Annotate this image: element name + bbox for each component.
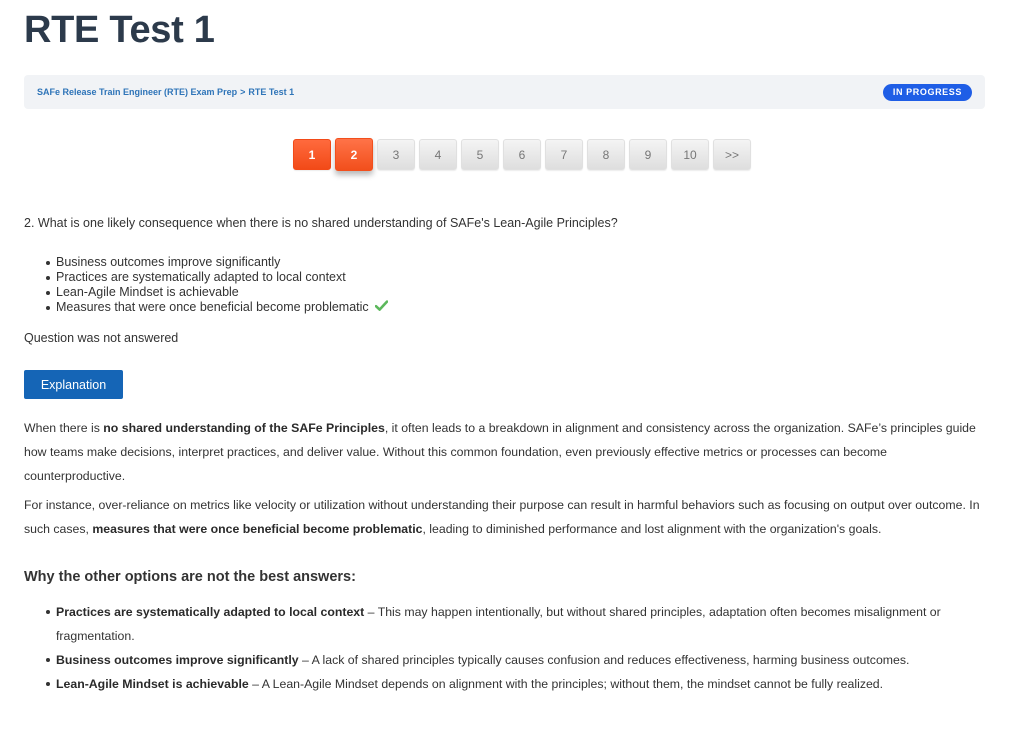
question-pagination: [293, 139, 751, 171]
answer-label: Business outcomes improve significantly: [56, 255, 281, 269]
explanation-button[interactable]: Explanation: [24, 370, 123, 399]
status-badge: IN PROGRESS: [883, 84, 972, 101]
why-item-text: – A lack of shared principles typically causes confusion and reduces effectiveness, harming business outcomes.: [298, 653, 910, 667]
text-segment: , leading to diminished performance and lost alignment with the organization's goals.: [422, 522, 882, 536]
breadcrumb-link-course[interactable]: SAFe Release Train Engineer (RTE) Exam Prep: [37, 87, 238, 97]
answer-option: [56, 255, 388, 270]
page-button-1[interactable]: 1: [293, 139, 331, 170]
page-button-2[interactable]: 2: [335, 138, 373, 171]
question-text: 2. What is one likely consequence when there is no shared understanding of SAFe's Lean-Agile Principles?: [24, 216, 618, 230]
why-item-text: – This may happen intentionally, but without shared principles, adaptation often becomes misalignment or fragmentation.: [56, 605, 941, 643]
page-button-3[interactable]: 3: [377, 139, 415, 170]
breadcrumb-bar: [24, 75, 985, 109]
why-item-title: Practices are systematically adapted to local context: [56, 605, 365, 619]
text-segment: When there is: [24, 421, 104, 435]
text-segment: , it often leads to a breakdown in alignment and consistency across the organization. SAFe’s principles guide how teams make decisions, interpret practices, and deliver value. Without this common foundation, even previously effective metrics or processes can become counterproductive.: [24, 421, 976, 483]
why-heading: Why the other options are not the best answers:: [24, 569, 356, 585]
why-item-title: Lean-Agile Mindset is achievable: [56, 677, 249, 691]
breadcrumb-link-test[interactable]: RTE Test 1: [248, 87, 295, 97]
page-button-6[interactable]: 6: [503, 139, 541, 170]
why-item: [56, 600, 986, 648]
explanation-paragraph: [24, 493, 989, 541]
breadcrumb-separator: >: [240, 87, 246, 97]
answer-label: Measures that were once beneficial become problematic: [56, 300, 369, 314]
why-item-text: – A Lean-Agile Mindset depends on alignment with the principles; without them, the mindset cannot be fully realized.: [248, 677, 884, 691]
page-button-7[interactable]: 7: [545, 139, 583, 170]
page-button-8[interactable]: 8: [587, 139, 625, 170]
why-list: [56, 600, 986, 696]
check-icon: [375, 300, 388, 315]
answer-label: Practices are systematically adapted to local context: [56, 270, 346, 284]
page-button-9[interactable]: 9: [629, 139, 667, 170]
why-item: [56, 672, 986, 696]
why-item: [56, 648, 986, 672]
page-button-5[interactable]: 5: [461, 139, 499, 170]
bold-text: measures that were once beneficial become problematic: [92, 522, 423, 536]
why-item-title: Business outcomes improve significantly: [56, 653, 299, 667]
text-segment: For instance, over-reliance on metrics like velocity or utilization without understanding their purpose can result in harmful behaviors such as focusing on output over outcome. In such cases,: [24, 498, 980, 536]
answer-status-text: Question was not answered: [24, 331, 179, 345]
answer-list: [56, 255, 388, 315]
answer-option: [56, 270, 388, 285]
answer-label: Lean-Agile Mindset is achievable: [56, 285, 239, 299]
answer-option: [56, 285, 388, 300]
bold-text: no shared understanding of the SAFe Principles: [103, 421, 385, 435]
page-button-4[interactable]: 4: [419, 139, 457, 170]
answer-option-correct: [56, 300, 388, 315]
page-button-10[interactable]: 10: [671, 139, 709, 170]
explanation-body: [24, 416, 989, 546]
next-pages-button[interactable]: >>: [713, 139, 751, 170]
explanation-paragraph: [24, 416, 989, 488]
breadcrumb: [37, 87, 294, 97]
page-title: RTE Test 1: [24, 9, 215, 51]
